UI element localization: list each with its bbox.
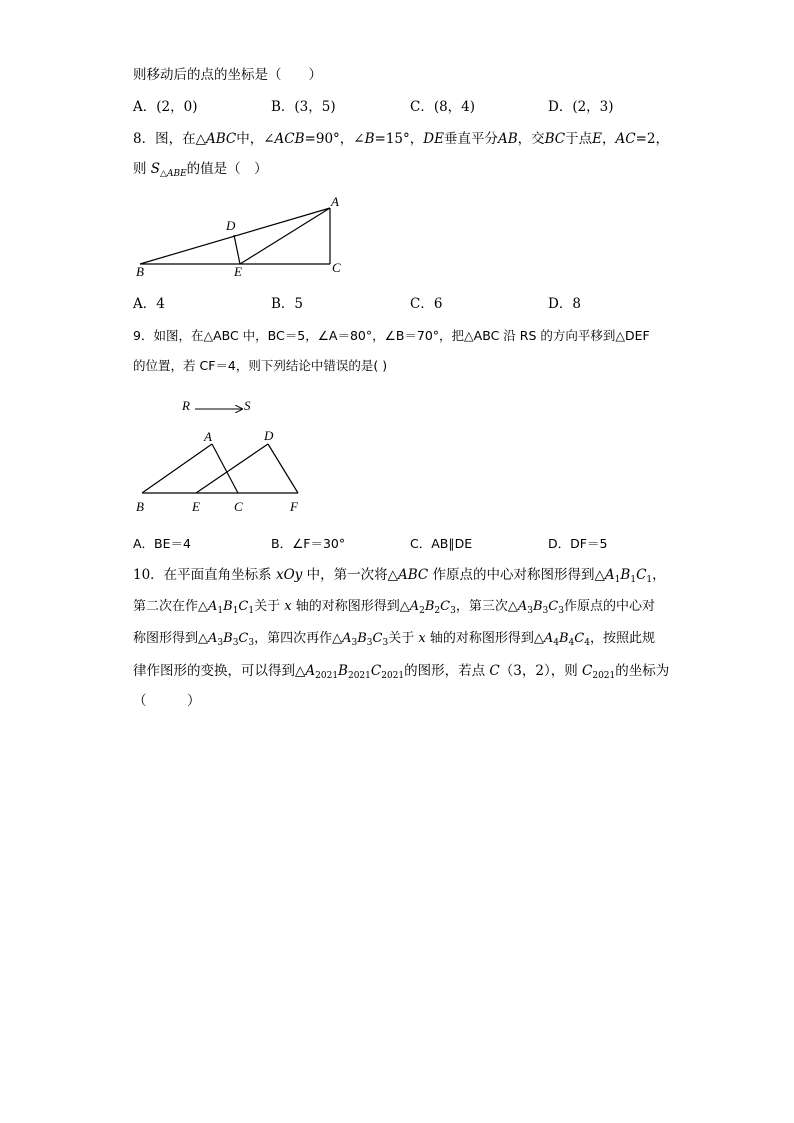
q9-figure (130, 392, 310, 517)
q9-option-b[interactable]: B．∠F＝30° (271, 536, 346, 551)
q10-stem-line3: 称图形得到$\triangle A_3B_3C_3$，第四次再作$\triangle A_3B_3C_3$关于 x 轴的对称图形得到$\triangle A_4B_4C_4$，按照此规 (133, 631, 655, 648)
label-d: D (226, 218, 236, 233)
label-s: S (244, 398, 251, 413)
q8-stem-line1: 8．图，在△ABC中，∠ACB=90°，∠B=15°，DE垂直平分AB，交BC于点E，AC=2， (133, 131, 670, 147)
q8-stem-line2: 则 $S_{\triangle ABE}$的值是（ ） (133, 161, 268, 179)
q10-answer-blank: （ ） (133, 693, 201, 709)
q7-stem-tail: 则移动后的点的坐标是（ ） (133, 67, 322, 83)
q8-option-a[interactable]: A．4 (133, 296, 165, 312)
q7-option-c[interactable]: C．(8，4) (410, 99, 476, 115)
q10-stem-line4: 律作图形的变换，可以得到$\triangle A_{2021}B_{2021}C_{2021}$的图形，若点 C（3，2），则 $C_{2021}$的坐标为 (133, 663, 670, 681)
q8-option-c[interactable]: C．6 (410, 296, 443, 312)
label-c: C (234, 499, 243, 514)
label-a: A (204, 429, 212, 444)
q10-stem-line1: 10．在平面直角坐标系 xOy 中，第一次将△ABC 作原点的中心对称图形得到$\triangle A_1B_1C_1$， (133, 567, 666, 585)
q8-option-d[interactable]: D．8 (548, 296, 581, 312)
q8-option-b[interactable]: B．5 (271, 296, 304, 312)
segment-de (196, 444, 268, 493)
q9-option-c[interactable]: C．AB∥DE (410, 536, 473, 551)
label-r: R (182, 398, 190, 413)
label-e: E (234, 264, 242, 279)
q7-option-d[interactable]: D．(2，3) (548, 99, 614, 115)
label-b: B (136, 499, 144, 514)
label-d: D (264, 428, 274, 443)
q9-stem-line1: 9．如图，在△ABC 中，BC＝5，∠A＝80°，∠B＝70°，把△ABC 沿 RS 的方向平移到△DEF (133, 328, 650, 343)
q9-option-a[interactable]: A．BE＝4 (133, 536, 191, 551)
segment-ac (212, 444, 238, 493)
segment-de (234, 235, 240, 264)
segment-df (268, 444, 298, 493)
q7-option-a[interactable]: A．(2，0) (133, 99, 198, 115)
q8-figure (130, 190, 350, 282)
label-e: E (192, 499, 200, 514)
segment-ab (140, 208, 330, 264)
q7-option-b[interactable]: B．(3，5) (271, 99, 336, 115)
label-a: A (331, 194, 339, 209)
q9-stem-line2: 的位置，若 CF＝4，则下列结论中错误的是( ) (133, 358, 388, 373)
label-b: B (136, 264, 144, 279)
q9-option-d[interactable]: D．DF＝5 (548, 536, 608, 551)
label-c: C (332, 260, 341, 275)
segment-ab (142, 444, 212, 493)
label-f: F (290, 499, 298, 514)
q10-stem-line2: 第二次在作$\triangle A_1B_1C_1$关于 x 轴的对称图形得到$\triangle A_2B_2C_3$，第三次$\triangle A_3B_3C_3$作原点的中心对 (133, 599, 655, 616)
segment-ae (240, 208, 330, 264)
